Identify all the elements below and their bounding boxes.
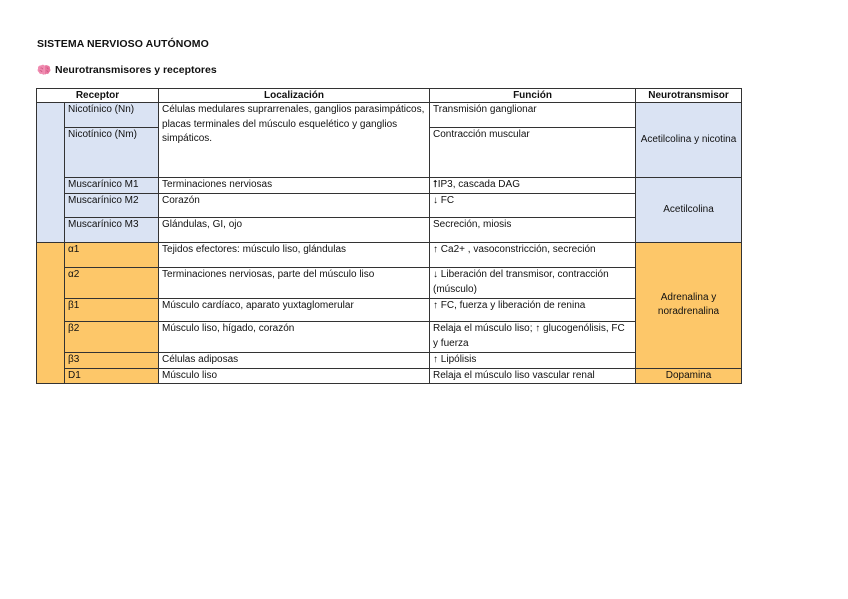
- receptor-cell: Muscarínico M1: [65, 178, 159, 194]
- header-funcion: Función: [430, 89, 636, 103]
- brain-icon: [37, 64, 51, 76]
- receptor-cell: Nicotínico (Nn): [65, 103, 159, 128]
- funcion-cell: Transmisión ganglionar: [430, 103, 636, 128]
- funcion-cell: Relaja el músculo liso; ↑ glucogenólisis, FC y fuerza: [430, 322, 636, 353]
- table-row: [37, 243, 742, 268]
- table-header-row: [37, 89, 742, 103]
- receptor-cell: Muscarínico M3: [65, 218, 159, 243]
- group-label-adrenoreceptores: [37, 243, 65, 384]
- receptor-cell: α1: [65, 243, 159, 268]
- localizacion-cell: Terminaciones nerviosas, parte del músculo liso: [159, 268, 430, 299]
- receptor-cell: β3: [65, 353, 159, 369]
- funcion-cell: ↓ FC: [430, 194, 636, 218]
- table-row: [37, 103, 742, 128]
- receptor-cell: Muscarínico M2: [65, 194, 159, 218]
- neurotransmitter-cell: Adrenalina y noradrenalina: [636, 243, 742, 369]
- receptor-cell: β2: [65, 322, 159, 353]
- neurotransmitter-cell: Acetilcolina y nicotina: [636, 103, 742, 178]
- localizacion-cell: Terminaciones nerviosas: [159, 178, 430, 194]
- localizacion-cell: Células adiposas: [159, 353, 430, 369]
- funcion-cell: ⭡IP3, cascada DAG: [430, 178, 636, 194]
- table-row: [37, 178, 742, 194]
- receptor-cell: α2: [65, 268, 159, 299]
- funcion-cell: ↑ Ca2+ , vasoconstricción, secreción: [430, 243, 636, 268]
- localizacion-cell: Corazón: [159, 194, 430, 218]
- funcion-cell: ↑ Lipólisis: [430, 353, 636, 369]
- section-heading: [37, 64, 217, 76]
- group-label-colinoreceptores: [37, 103, 65, 243]
- localizacion-cell: Células medulares suprarrenales, ganglios parasimpáticos, placas terminales del músculo esquelético y ganglios simpáticos.: [159, 103, 430, 178]
- receptor-cell: β1: [65, 299, 159, 322]
- receptor-cell: Nicotínico (Nm): [65, 128, 159, 178]
- receptor-cell: D1: [65, 368, 159, 384]
- funcion-cell: Secreción, miosis: [430, 218, 636, 243]
- funcion-cell: ↓ Liberación del transmisor, contracción (músculo): [430, 268, 636, 299]
- localizacion-cell: Músculo liso: [159, 368, 430, 384]
- header-receptor: Receptor: [37, 89, 159, 103]
- localizacion-cell: Glándulas, GI, ojo: [159, 218, 430, 243]
- funcion-cell: Relaja el músculo liso vascular renal: [430, 368, 636, 384]
- section-heading-text: Neurotransmisores y receptores: [55, 64, 217, 76]
- neurotransmitter-cell: Dopamina: [636, 368, 742, 384]
- document-title: SISTEMA NERVIOSO AUTÓNOMO: [37, 38, 209, 50]
- localizacion-cell: Músculo cardíaco, aparato yuxtaglomerular: [159, 299, 430, 322]
- table-row: [37, 368, 742, 384]
- header-neurotransmisor: Neurotransmisor: [636, 89, 742, 103]
- receptor-table: [36, 88, 742, 384]
- funcion-cell: Contracción muscular: [430, 128, 636, 178]
- localizacion-cell: Músculo liso, hígado, corazón: [159, 322, 430, 353]
- funcion-cell: ↑ FC, fuerza y liberación de renina: [430, 299, 636, 322]
- header-localizacion: Localización: [159, 89, 430, 103]
- neurotransmitter-cell: Acetilcolina: [636, 178, 742, 243]
- localizacion-cell: Tejidos efectores: músculo liso, glándulas: [159, 243, 430, 268]
